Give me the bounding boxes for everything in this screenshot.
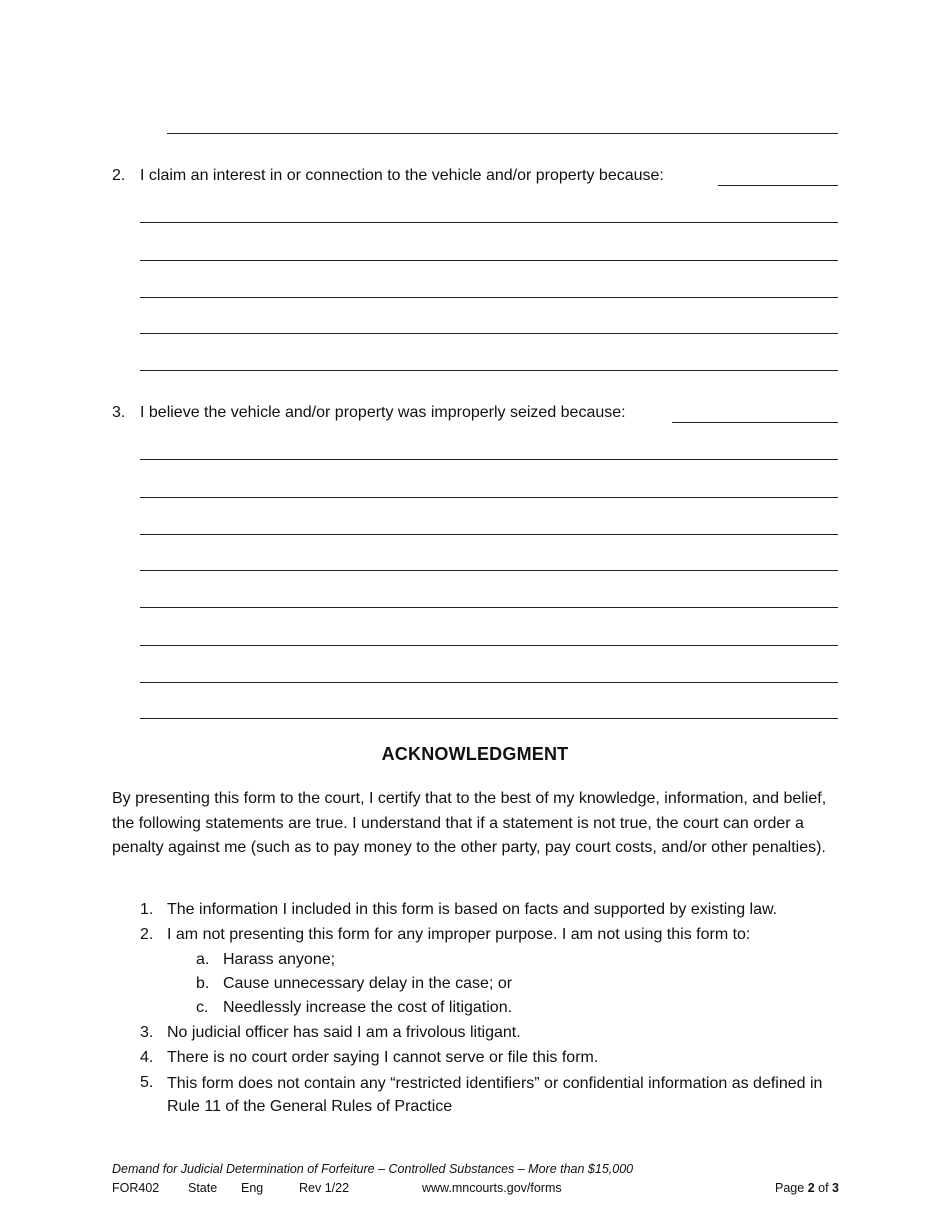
section-2-label: I claim an interest in or connection to the vehicle and/or property because: xyxy=(140,167,664,184)
ack-item-text: I am not presenting this form for any improper purpose. I am not using this form to: xyxy=(167,926,751,943)
footer-page-number xyxy=(775,1180,839,1196)
ack-item-marker: 3. xyxy=(140,1024,154,1041)
ack-subitem-marker: a. xyxy=(196,951,210,968)
section-3-answer-line[interactable] xyxy=(140,682,838,683)
footer-form-title: Demand for Judicial Determination of Forfeiture – Controlled Substances – More than $15,000 xyxy=(112,1162,634,1176)
section-3-label: I believe the vehicle and/or property was improperly seized because: xyxy=(140,404,626,421)
ack-item-marker: 2. xyxy=(140,926,154,943)
section-3-answer-line[interactable] xyxy=(140,607,838,608)
section-2-answer-line[interactable] xyxy=(140,370,838,371)
section-3-answer-line[interactable] xyxy=(140,570,838,571)
ack-subitem-marker: b. xyxy=(196,975,210,992)
section-3-answer-line[interactable] xyxy=(140,459,838,460)
footer-form-code: FOR402 xyxy=(112,1181,160,1195)
acknowledgment-intro-text: By presenting this form to the court, I certify that to the best of my knowledge, information, and belief, the following statements are true. I understand that if a statement is not true, the court can order a penalty against me (such as to pay money to the other party, pay court costs, and/or other penalties). xyxy=(112,790,827,856)
footer-page-of: of xyxy=(818,1181,829,1195)
footer-page-current: 2 xyxy=(807,1181,815,1195)
section-3-answer-line[interactable] xyxy=(140,718,838,719)
ack-item-text: The information I included in this form is based on facts and supported by existing law. xyxy=(167,901,778,918)
ack-subitem-text: Needlessly increase the cost of litigation. xyxy=(223,999,513,1016)
ack-item-marker: 5. xyxy=(140,1074,154,1091)
section-3-answer-line[interactable] xyxy=(140,534,838,535)
ack-subitem-marker: c. xyxy=(196,999,209,1016)
section-2-number: 2. xyxy=(112,167,126,184)
ack-subitem-text: Harass anyone; xyxy=(223,951,336,968)
ack-item-text: There is no court order saying I cannot serve or file this form. xyxy=(167,1049,599,1066)
footer-jurisdiction: State xyxy=(188,1181,218,1195)
section-3-answer-line[interactable] xyxy=(140,645,838,646)
ack-item-text: No judicial officer has said I am a frivolous litigant. xyxy=(167,1024,521,1041)
acknowledgment-intro xyxy=(112,787,842,861)
footer-language: Eng xyxy=(241,1181,264,1195)
section-3-number: 3. xyxy=(112,404,126,421)
answer-line-prev[interactable] xyxy=(167,133,838,134)
footer-page-prefix: Page xyxy=(775,1181,805,1195)
footer-page-total: 3 xyxy=(832,1181,839,1195)
section-2-answer-line[interactable] xyxy=(140,222,838,223)
section-2-answer-line[interactable] xyxy=(140,297,838,298)
ack-item-marker: 4. xyxy=(140,1049,154,1066)
section-2-inline-blank[interactable] xyxy=(718,185,838,186)
ack-item-marker: 1. xyxy=(140,901,154,918)
acknowledgment-heading: ACKNOWLEDGMENT xyxy=(381,744,569,764)
section-2-answer-line[interactable] xyxy=(140,333,838,334)
ack-item-text: This form does not contain any “restricted identifiers” or confidential information as defined in Rule 11 of the General Rules of Practice xyxy=(167,1075,823,1115)
section-3-answer-line[interactable] xyxy=(140,497,838,498)
section-2-answer-line[interactable] xyxy=(140,260,838,261)
footer-revision: Rev 1/22 xyxy=(299,1181,350,1195)
section-3-inline-blank[interactable] xyxy=(672,422,838,423)
footer-website: www.mncourts.gov/forms xyxy=(422,1181,562,1195)
ack-subitem-text: Cause unnecessary delay in the case; or xyxy=(223,975,513,992)
